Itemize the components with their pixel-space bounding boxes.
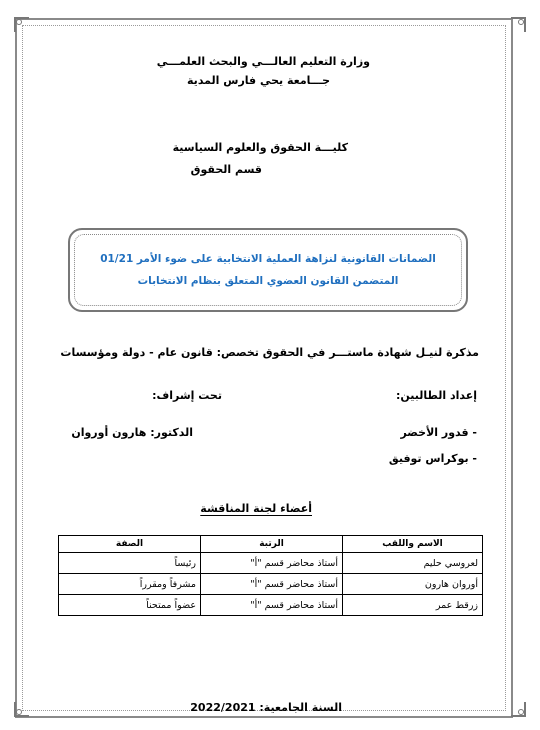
table-row (59, 574, 483, 595)
academic-year-value: 2022/2021 (190, 701, 256, 714)
thesis-title-box (68, 228, 468, 312)
corner-ornament-icon (509, 700, 527, 718)
member-role: عضواً ممتحناً (59, 595, 201, 616)
department-name: قسم الحقوق (190, 163, 262, 176)
member-role: رئيساً (59, 553, 201, 574)
table-header-row (59, 536, 483, 553)
member-name: أوروان هارون (343, 574, 483, 595)
header-name: الاسم واللقب (343, 536, 483, 553)
committee-title: أعضاء لجنة المناقشة (200, 502, 312, 515)
students-label: إعداد الطالبين: (395, 389, 477, 402)
faculty-name: كليـــة الحقوق والعلوم السياسية (172, 141, 348, 154)
student-name: - بوكراس توفيق (388, 452, 477, 465)
table-row (59, 553, 483, 574)
thesis-title-line-1: الضمانات القانونية لنزاهة العملية الانتخابية على ضوء الأمر 01/21 (100, 253, 436, 265)
member-rank: أستاذ محاضر قسم "أ" (201, 553, 343, 574)
academic-year-label: السنة الجامعية: (259, 701, 342, 714)
table-row (59, 595, 483, 616)
memo-description: مذكرة لنيـل شهادة ماستـــر في الحقوق تخصص: قانون عام - دولة ومؤسسات (60, 346, 479, 359)
academic-year (190, 701, 342, 714)
member-name: لعروسي حليم (343, 553, 483, 574)
ministry-name: وزارة التعليم العالـــي والبحث العلمـــي (156, 55, 370, 68)
corner-ornament-icon (13, 16, 31, 34)
supervisor-name: الدكتور: هارون أوروان (71, 426, 193, 439)
member-rank: أستاذ محاضر قسم "أ" (201, 595, 343, 616)
supervision-label: تحت إشراف: (152, 389, 222, 402)
university-name: جـــامعة يحي فارس المدية (187, 74, 330, 87)
header-role: الصفة (59, 536, 201, 553)
header-rank: الرتبة (201, 536, 343, 553)
member-name: زرقط عمر (343, 595, 483, 616)
corner-ornament-icon (509, 16, 527, 34)
corner-ornament-icon (13, 700, 31, 718)
member-rank: أستاذ محاضر قسم "أ" (201, 574, 343, 595)
committee-table (58, 535, 483, 616)
thesis-title-line-2: المتضمن القانون العضوي المتعلق بنظام الانتخابات (137, 275, 399, 287)
member-role: مشرفاً ومقرراً (59, 574, 201, 595)
student-name: - قدور الأخضر (400, 426, 477, 439)
